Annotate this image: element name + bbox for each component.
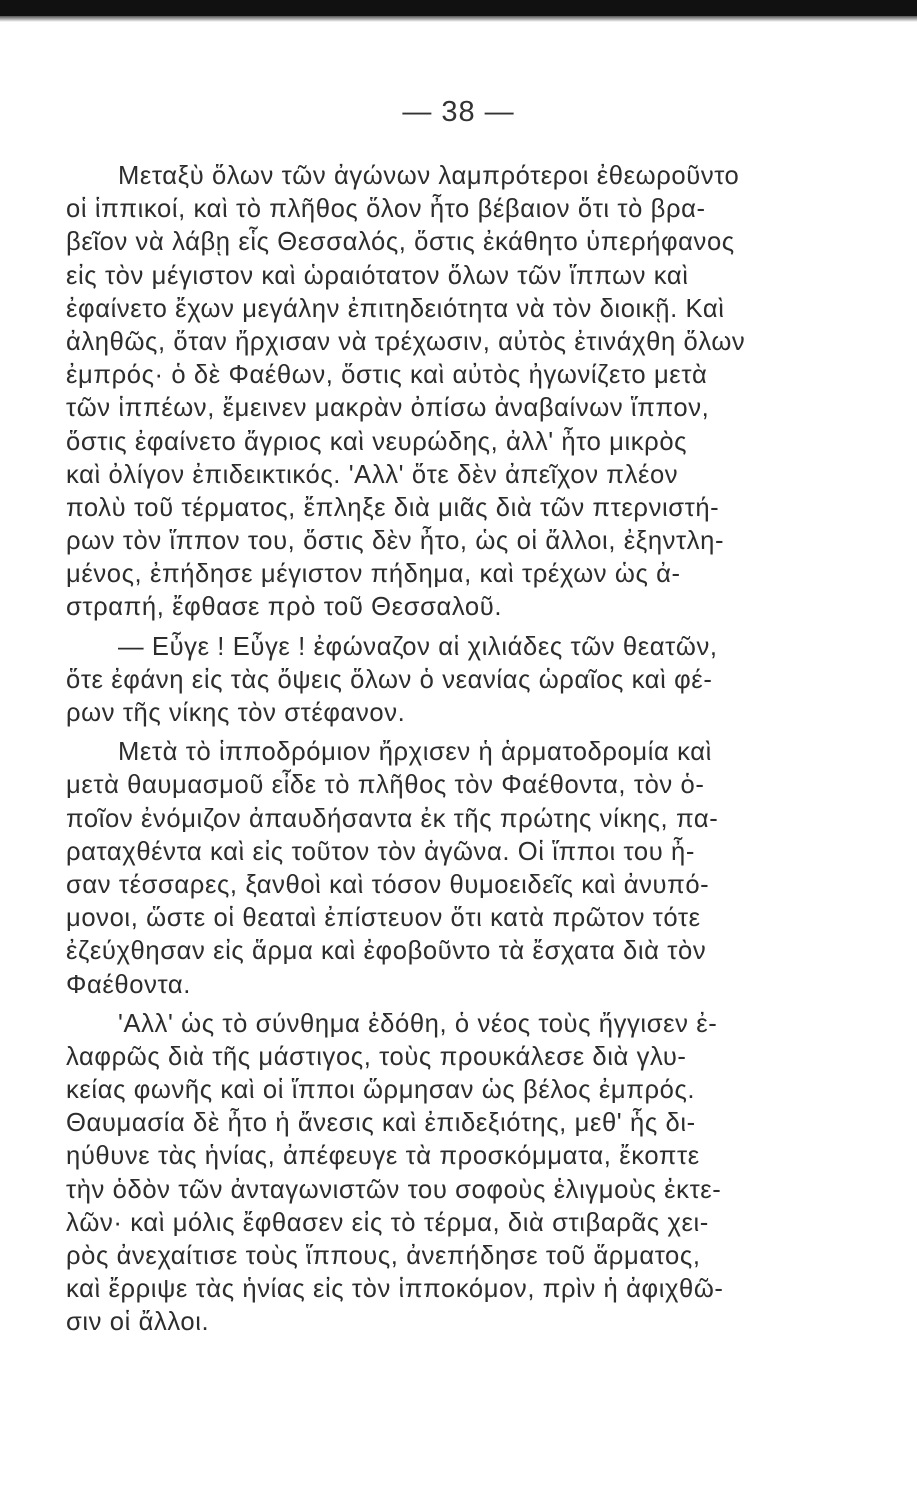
text-line: ηύθυνε τὰς ἡνίας, ἀπέφευγε τὰ προσκόμματα, ἔκοπτε xyxy=(66,1142,700,1171)
paragraph xyxy=(66,1008,828,1340)
paragraph xyxy=(66,160,828,625)
text-line: σιν οἱ ἄλλοι. xyxy=(66,1308,210,1337)
text-line: Μεταξὺ ὅλων τῶν ἀγώνων λαμπρότεροι ἐθεωροῦντο xyxy=(118,162,740,190)
text-line: πολὺ τοῦ τέρματος, ἔπληξε διὰ μιᾶς διὰ τῶν πτερνιστή- xyxy=(66,493,720,522)
text-line: ρων τῆς νίκης τὸν στέφανον. xyxy=(66,699,406,727)
text-line: βεῖον νὰ λάβῃ εἷς Θεσσαλός, ὅστις ἐκάθητο ὑπερήφανος xyxy=(66,228,735,257)
text-line: ρὸς ἀνεχαίτισε τοὺς ἵππους, ἀνεπήδησε τοῦ ἅρματος, xyxy=(66,1242,701,1270)
text-line: — Εὖγε ! Εὖγε ! ἐφώναζον αἱ χιλιάδες τῶν θεατῶν, xyxy=(118,632,718,661)
text-line: οἱ ἱππικοί, καὶ τὸ πλῆθος ὅλον ἦτο βέβαιον ὅτι τὸ βρα- xyxy=(66,195,706,224)
text-line: μένος, ἐπήδησε μέγιστον πήδημα, καὶ τρέχων ὡς ἀ- xyxy=(66,560,681,589)
text-line: 'Αλλ' ὡς τὸ σύνθημα ἐδόθη, ὁ νέος τοὺς ἤγγισεν ἐ- xyxy=(118,1009,718,1038)
paragraph xyxy=(66,631,828,731)
text-line: Φαέθοντα. xyxy=(66,970,191,999)
text-line: ὅστις ἐφαίνετο ἄγριος καὶ νευρώδης, ἀλλ' ἦτο μικρὸς xyxy=(66,427,688,456)
text-line: κείας φωνῆς καὶ οἱ ἵπποι ὥρμησαν ὡς βέλος ἐμπρός. xyxy=(66,1076,696,1105)
text-line: ἐζεύχθησαν εἰς ἅρμα καὶ ἐφοβοῦντο τὰ ἔσχατα διὰ τὸν xyxy=(66,937,707,966)
text-line: τὴν ὁδὸν τῶν ἀνταγωνιστῶν του σοφοὺς ἑλιγμοὺς ἐκτε- xyxy=(66,1175,722,1204)
text-line: ποῖον ἐνόμιζον ἀπαυδήσαντα ἐκ τῆς πρώτης νίκης, πα- xyxy=(66,804,719,833)
page-body xyxy=(66,160,828,1340)
text-line: ἐφαίνετο ἔχων μεγάλην ἐπιτηδειότητα νὰ τὸν διοικῇ. Καὶ xyxy=(66,294,725,323)
text-line: στραπή, ἔφθασε πρὸ τοῦ Θεσσαλοῦ. xyxy=(66,593,503,622)
text-line: Μετὰ τὸ ἱπποδρόμιον ἤρχισεν ἡ ἁρματοδρομία καὶ xyxy=(118,738,712,767)
text-line: λῶν· καὶ μόλις ἔφθασεν εἰς τὸ τέρμα, διὰ στιβαρᾶς χει- xyxy=(66,1208,709,1237)
page-number: — 38 — xyxy=(402,96,515,128)
text-line: ραταχθέντα καὶ εἰς τοῦτον τὸν ἀγῶνα. Οἱ ἵπποι του ἦ- xyxy=(66,837,695,866)
text-line: ἀληθῶς, ὅταν ἤρχισαν νὰ τρέχωσιν, αὐτὸς ἐτινάχθη ὅλων xyxy=(66,327,746,356)
text-line: ἐμπρός· ὁ δὲ Φαέθων, ὅστις καὶ αὐτὸς ἠγωνίζετο μετὰ xyxy=(66,361,708,390)
text-line: εἰς τὸν μέγιστον καὶ ὡραιότατον ὅλων τῶν ἵππων καὶ xyxy=(66,261,689,290)
text-line: μετὰ θαυμασμοῦ εἶδε τὸ πλῆθος τὸν Φαέθοντα, τὸν ὁ- xyxy=(66,771,705,800)
text-line: Θαυμασία δὲ ἦτο ἡ ἄνεσις καὶ ἐπιδεξιότης, μεθ' ἧς δι- xyxy=(66,1109,696,1138)
text-line: ὅτε ἐφάνη εἰς τὰς ὄψεις ὅλων ὁ νεανίας ὡραῖος καὶ φέ- xyxy=(66,665,713,694)
text-line: λαφρῶς διὰ τῆς μάστιγος, τοὺς προυκάλεσε διὰ γλυ- xyxy=(66,1042,687,1071)
text-line: καὶ ὀλίγον ἐπιδεικτικός. 'Αλλ' ὅτε δὲν ἀπεῖχον πλέον xyxy=(66,460,679,489)
text-line: μονοι, ὥστε οἱ θεαταὶ ἐπίστευον ὅτι κατὰ πρῶτον τότε xyxy=(66,904,701,933)
paragraph xyxy=(66,736,828,1002)
scan-top-border xyxy=(0,0,917,16)
text-line: τῶν ἱππέων, ἔμεινεν μακρὰν ὀπίσω ἀναβαίνων ἵππον, xyxy=(66,394,710,423)
text-line: καὶ ἔρριψε τὰς ἡνίας εἰς τὸν ἱπποκόμον, πρὶν ἡ ἀφιχθῶ- xyxy=(66,1275,724,1304)
text-line: σαν τέσσαρες, ξανθοὶ καὶ τόσον θυμοειδεῖς καὶ ἀνυπό- xyxy=(66,870,710,899)
text-line: ρων τὸν ἵππον του, ὅστις δὲν ἦτο, ὡς οἱ ἄλλοι, ἐξηντλη- xyxy=(66,527,725,556)
